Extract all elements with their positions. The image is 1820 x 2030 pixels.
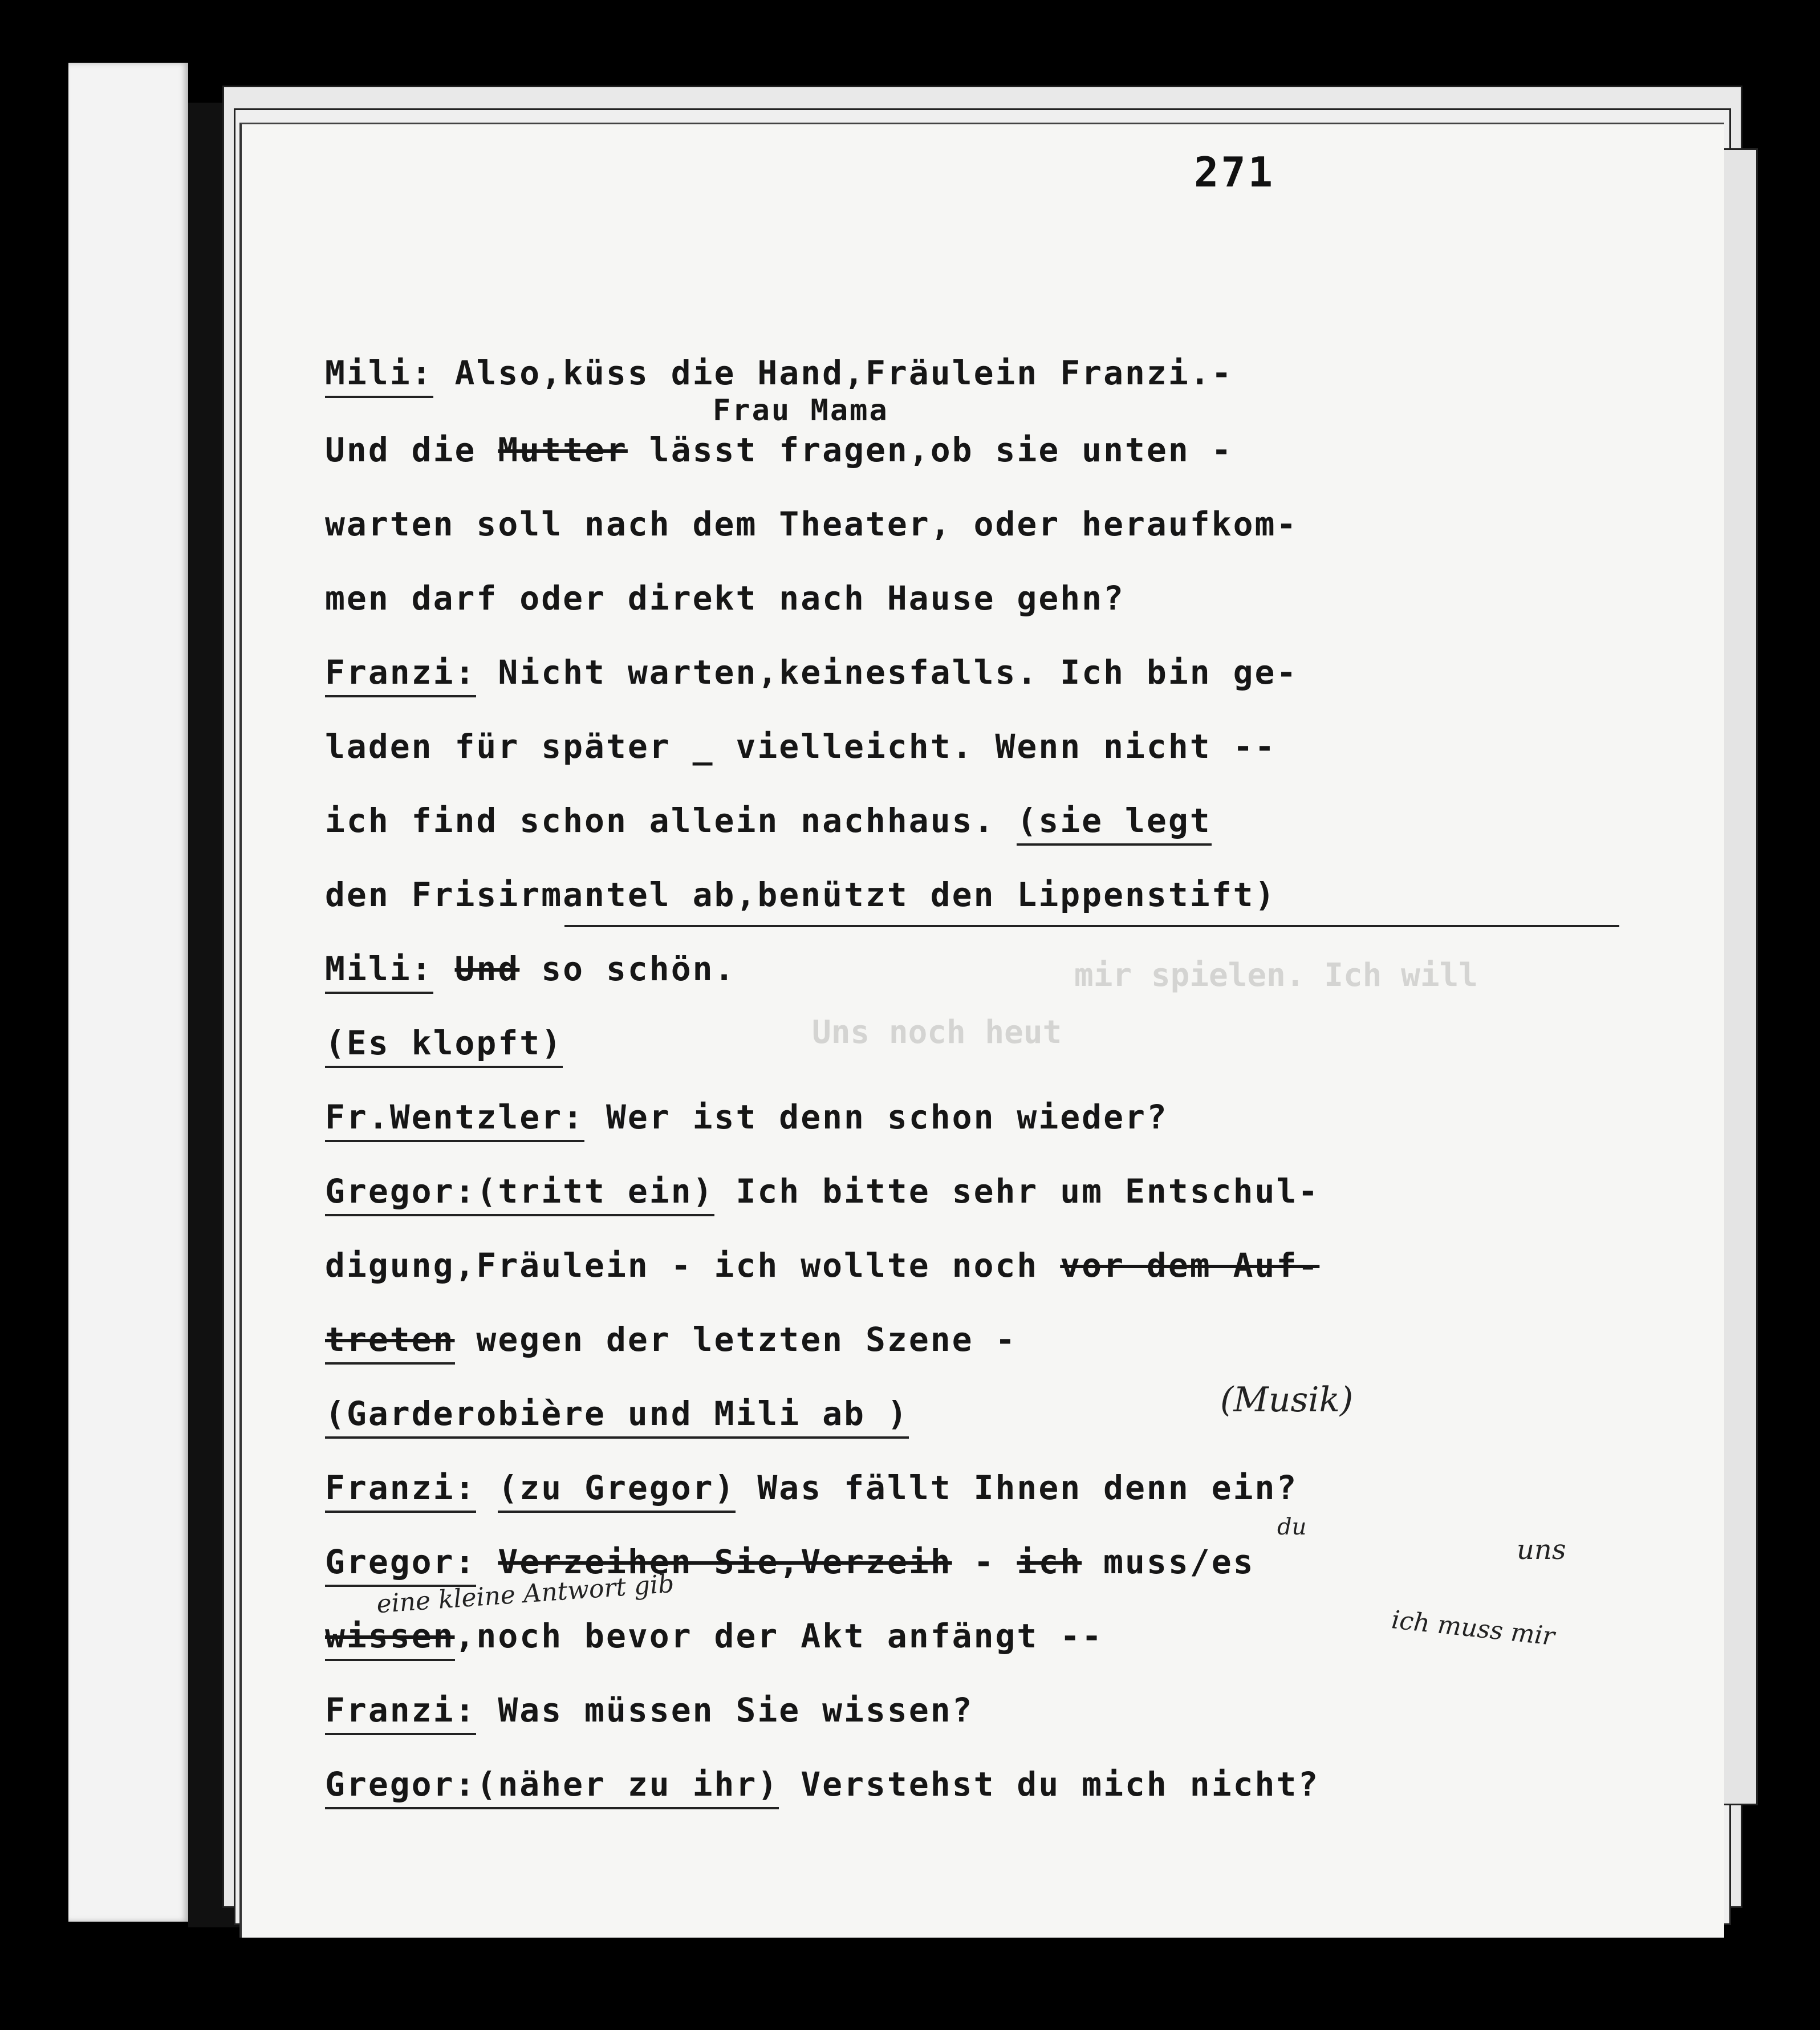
line-text: warten soll nach dem Theater, oder heraufkom- [325, 505, 1298, 543]
line-text: Und die [325, 431, 498, 469]
handwritten-note: du [1277, 1514, 1307, 1540]
handwritten-note: ich muss mir [1390, 1605, 1556, 1651]
dialogue-line [325, 1320, 1017, 1359]
dialogue-line [325, 653, 1298, 692]
bleed-through-text: Uns noch heut [812, 1014, 1062, 1051]
handwritten-note: uns [1517, 1534, 1566, 1566]
line-text: digung,Fräulein - ich wollte noch [325, 1246, 1061, 1285]
dialogue-line [325, 1468, 1298, 1507]
line-text: lässt fragen,ob sie unten - [627, 431, 1233, 469]
line-text [476, 1542, 498, 1581]
line-text: men darf oder direkt nach Hause gehn? [325, 579, 1126, 618]
line-text: Was fällt Ihnen denn ein? [736, 1468, 1298, 1507]
line-text: Ich bitte sehr um Entschul- [714, 1172, 1320, 1211]
dialogue-line [325, 1024, 563, 1062]
line-text: so schön. [519, 949, 736, 988]
dialogue-line [325, 1394, 909, 1433]
dialogue-line [325, 579, 1125, 618]
line-text: wegen der letzten Szene - [454, 1320, 1017, 1359]
struck-text: Und [454, 949, 520, 988]
dialogue-line [325, 801, 1212, 840]
struck-text: treten [325, 1320, 455, 1365]
line-text: Was müssen Sie wissen? [476, 1691, 974, 1729]
line-text: Verstehst du mich nicht? [779, 1765, 1320, 1804]
dialogue-line [325, 431, 1233, 469]
stage-direction: (näher zu ihr) [476, 1765, 779, 1809]
speaker-name: Franzi: [325, 1691, 476, 1735]
line-text: Wer ist denn schon wieder? [584, 1098, 1168, 1136]
stage-direction: (tritt ein) [476, 1172, 714, 1216]
speaker-name: Franzi: [325, 653, 476, 697]
struck-text: ich [1017, 1542, 1082, 1581]
line-text: ich find schon allein nachhaus. [325, 801, 1017, 840]
dialogue-line [325, 1542, 1255, 1581]
speaker-name: Fr.Wentzler: [325, 1098, 584, 1142]
stage-direction: den Frisirmantel ab,benützt den Lippenstift) [325, 875, 1277, 914]
line-text: Nicht warten,keinesfalls. Ich bin ge- [476, 653, 1298, 692]
line-text [433, 949, 455, 988]
dialogue-line [325, 1246, 1319, 1285]
speaker-name: Gregor: [325, 1542, 476, 1587]
handwritten-note: (Musik) [1220, 1380, 1354, 1420]
dialogue-line [325, 505, 1298, 543]
speaker-name: Mili: [325, 949, 433, 994]
struck-text: Verzeihen Sie,Verzeih [498, 1542, 952, 1581]
dialogue-line [325, 1691, 974, 1729]
line-text [476, 1468, 498, 1507]
dialogue-line [325, 1098, 1168, 1136]
line-text: laden für später _ vielleicht. Wenn nicht -- [325, 727, 1277, 766]
background-paper-strip [68, 63, 188, 1922]
dialogue-line [325, 354, 1233, 392]
dialogue-line [325, 1765, 1319, 1804]
dialogue-line [325, 727, 1276, 766]
line-text: muss/es [1082, 1542, 1255, 1581]
speaker-name: Mili: [325, 354, 433, 398]
stage-direction: (Es klopft) [325, 1024, 563, 1068]
handwritten-note: eine kleine Antwort gib [375, 1569, 675, 1619]
dialogue-line [325, 1617, 1103, 1655]
stage-direction: (Garderobière und Mili ab ) [325, 1394, 909, 1439]
underline-rule [564, 925, 1619, 927]
struck-text: wissen [325, 1617, 455, 1661]
struck-text: vor dem Auf- [1060, 1246, 1320, 1285]
stage-direction: (zu Gregor) [498, 1468, 736, 1513]
speaker-name: Gregor: [325, 1172, 476, 1216]
dialogue-line [325, 875, 1276, 914]
dialogue-line [325, 1172, 1319, 1211]
speaker-name: Gregor: [325, 1765, 476, 1809]
struck-text: Mutter [498, 431, 628, 469]
line-text: - [952, 1542, 1017, 1581]
typed-insertion: Frau Mama [713, 393, 889, 428]
line-text: ,noch bevor der Akt anfängt -- [454, 1617, 1104, 1655]
page-number: 271 [1194, 148, 1275, 196]
dialogue-line [325, 949, 736, 988]
stage-direction: (sie legt [1017, 801, 1211, 846]
line-text: Also,küss die Hand,Fräulein Franzi.- [433, 354, 1233, 392]
speaker-name: Franzi: [325, 1468, 476, 1513]
bleed-through-text: mir spielen. Ich will [1074, 957, 1478, 994]
